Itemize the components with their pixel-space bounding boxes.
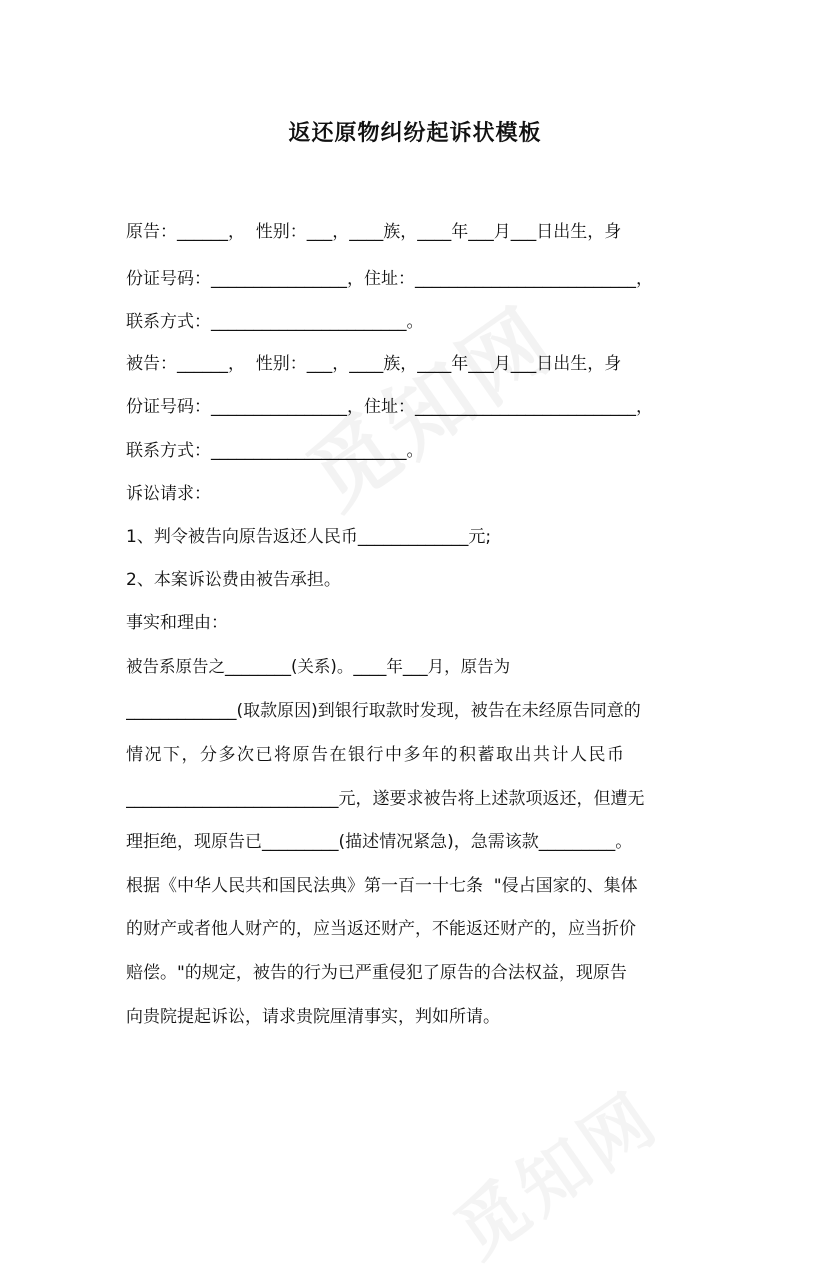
defendant-contact-line: 联系方式：_______________________。 [126,441,424,461]
facts-line-7: 的财产或者他人财产的，应当返还财产，不能返还财产的，应当折价 [126,919,636,939]
facts-line-3: 情况下，分多次已将原告在银行中多年的积蓄取出共计人民币 [126,745,626,765]
document-title: 返还原物纠纷起诉状模板 [288,121,542,146]
defendant-info-line-2: 份证号码：________________，住址：__________________________， [126,397,653,417]
facts-line-4: _________________________元，遂要求被告将上述款项返还，但遭无 [126,789,645,809]
facts-line-5: 理拒绝，现原告已_________(描述情况紧急)，急需该款_________。 [126,832,633,852]
plaintiff-contact-line: 联系方式：_______________________。 [126,312,424,332]
facts-line-2: _____________(取款原因)到银行取款时发现，被告在未经原告同意的 [126,701,641,721]
claim-item-1: 1、判令被告向原告返还人民币_____________元; [126,527,492,547]
facts-line-6: 根据《中华人民共和国民法典》第一百一十七条 "侵占国家的、集体 [126,876,638,896]
watermark-bottom [432,1064,677,1277]
plaintiff-info-line-1: 原告：______， 性别：___，____族，____年___月___日出生，身 [126,222,622,242]
defendant-info-line-1: 被告：______， 性别：___，____族，____年___月___日出生，身 [126,354,622,374]
facts-heading: 事实和理由： [126,613,228,633]
plaintiff-info-line-2: 份证号码：________________，住址：__________________________， [126,269,653,289]
facts-line-9: 向贵院提起诉讼，请求贵院厘清事实，判如所请。 [126,1007,500,1027]
claim-item-2: 2、本案诉讼费由被告承担。 [126,570,341,590]
claims-heading: 诉讼请求： [126,484,211,504]
facts-line-1: 被告系原告之________(关系)。____年___月，原告为 [126,657,511,676]
facts-line-8: 赔偿。"的规定，被告的行为已严重侵犯了原告的合法权益，现原告 [126,963,627,983]
